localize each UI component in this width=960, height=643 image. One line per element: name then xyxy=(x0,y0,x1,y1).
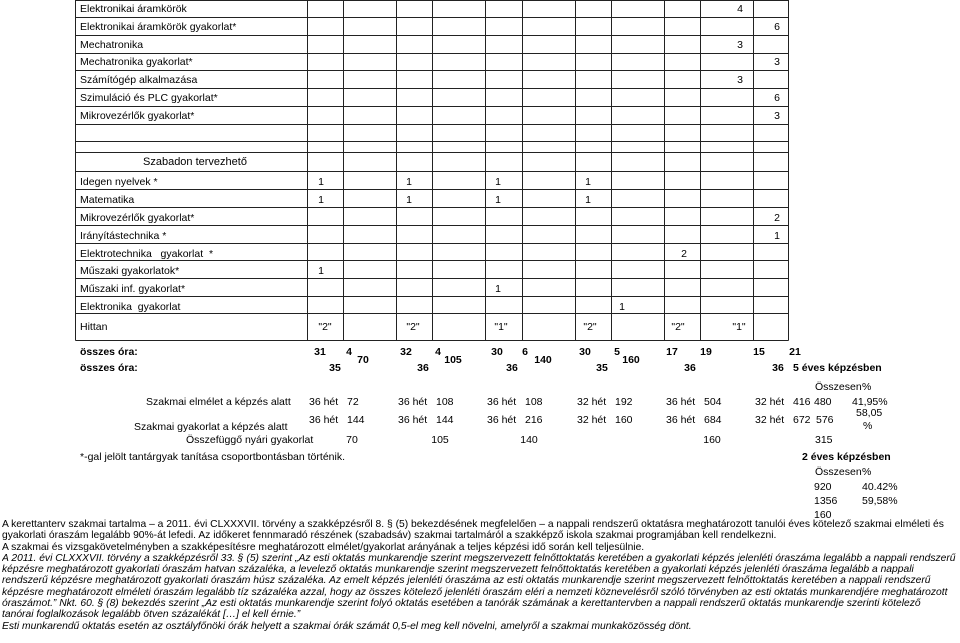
free-subject-cell: 1 xyxy=(495,176,501,188)
two-year-pct-header: % xyxy=(862,466,872,478)
note-line: Esti munkarendű oktatás esetén az osztályfőnöki órák helyett a szakmai órák számát 0,5-el meg kell növelni, amelyről a szakmai munkaközösség dönt. xyxy=(2,620,692,632)
practice-weeks: 32 hét xyxy=(577,414,607,426)
subject-label: Mechatronika xyxy=(80,39,144,51)
note-line: képzésre meghatározott elméleti óraszám legalább tíz százaléka azzal, hogy az összes kötelező jelenléti óraszám eléri a nemzeti köznevelésről szóló törvényben az esti oktatás munkarendjére meghatározott xyxy=(2,586,948,598)
theory-weeks: 32 hét xyxy=(577,396,607,408)
practice-pct-1: 58,05 xyxy=(856,407,883,419)
subject-cell: 3 xyxy=(774,110,780,122)
subject-label: Számítógép alkalmazása xyxy=(80,74,198,86)
theory-hours: 416 xyxy=(793,396,811,408)
free-subject-label: Idegen nyelvek * xyxy=(80,176,158,188)
free-subject-cell: 1 xyxy=(774,230,780,242)
two-year-pct: 40.42% xyxy=(862,481,898,493)
subject-cell: 3 xyxy=(774,56,780,68)
total-hours-week: 35 xyxy=(596,362,608,374)
hittan-value: "2" xyxy=(318,321,332,333)
note-line: képzésre meghatározott gyakorlati óraszám hatvan százaléka, a levelező oktatás munkarendje szerint megszervezett felnőttoktatás keretében a gyakorlati képzés jelenléti óraszáma legalább a nappali xyxy=(2,564,914,576)
total-hours-b: 6 xyxy=(522,346,528,358)
total-hours-week: 36 xyxy=(506,362,518,374)
note-line: gyakorlati óraszám legalább 90%-át lefedi. Az időkeret fennmaradó részének (szabadsáv) szakmai tartalmáról a szakképző iskola szakmai programjában kell rendelkezni. xyxy=(2,530,777,542)
note-line: A szakmai és vizsgakövetelményben a szakképesítésre meghatározott elmélet/gyakorlat arányának a teljes képzési idő során kell teljesülnie. xyxy=(2,541,645,553)
legal-notes xyxy=(2,519,958,632)
free-subject-label: Elektrotechnika gyakorlat * xyxy=(80,248,214,260)
subject-cell: 4 xyxy=(737,3,743,15)
free-subject-label: Műszaki inf. gyakorlat* xyxy=(80,283,186,295)
practice-label: Szakmai gyakorlat a képzés alatt xyxy=(134,421,288,433)
total-hours-sum: 70 xyxy=(357,354,369,366)
practice-weeks: 32 hét xyxy=(755,414,785,426)
note-line: tanórai foglalkozások legalább ötven százalékát […] el kell érnie.” xyxy=(2,609,301,621)
free-subject-label: Irányítástechnika * xyxy=(80,230,167,242)
subject-label: Elektronikai áramkörök xyxy=(80,3,187,15)
two-year-total-header: Összesen xyxy=(815,466,862,478)
two-year-total: 1356 xyxy=(814,495,838,507)
summer-label: Összefüggő nyári gyakorlat xyxy=(186,434,314,446)
free-subject-cell: 1 xyxy=(495,194,501,206)
two-year-total: 920 xyxy=(814,481,832,493)
theory-weeks: 32 hét xyxy=(755,396,785,408)
free-section-title: Szabadon tervezhető xyxy=(143,156,247,168)
free-subject-cell: 1 xyxy=(318,176,324,188)
theory-label: Szakmai elmélet a képzés alatt xyxy=(146,396,291,408)
practice-hours: 144 xyxy=(347,414,365,426)
subject-label: Mechatronika gyakorlat* xyxy=(80,56,193,68)
total-hours-b: 21 xyxy=(789,346,801,358)
free-subject-cell: 1 xyxy=(318,265,324,277)
subject-label: Szimuláció és PLC gyakorlat* xyxy=(80,92,218,104)
free-subject-cell: 1 xyxy=(585,194,591,206)
practice-hours: 160 xyxy=(615,414,633,426)
theory-weeks: 36 hét xyxy=(398,396,428,408)
total-hours-a: 30 xyxy=(491,346,503,358)
theory-pct: 41,95% xyxy=(852,396,888,408)
total-hours-sum: 140 xyxy=(534,354,552,366)
note-line: óraszámot.” Nkt. 60. § (8) bekezdés szerint „Az esti oktatás munkarendje szerint folyó oktatás esetében a tanórák számának a kerettantervben a nappali rendszerű oktatás munkarendje szerinti kötelező xyxy=(2,598,921,610)
total-hours-label-2: összes óra: xyxy=(80,362,138,374)
summer-hours: 140 xyxy=(520,434,538,446)
practice-weeks: 36 hét xyxy=(487,414,517,426)
subject-cell: 6 xyxy=(774,21,780,33)
free-subject-label: Elektronika gyakorlat xyxy=(80,301,181,313)
practice-hours: 672 xyxy=(793,414,811,426)
subject-cell: 3 xyxy=(737,39,743,51)
total-hours-a: 31 xyxy=(314,346,326,358)
theory-hours: 108 xyxy=(525,396,543,408)
five-year-label: 5 éves képzésben xyxy=(793,362,882,374)
total-hours-week: 36 xyxy=(772,362,784,374)
hittan-value: "2" xyxy=(583,321,597,333)
total-hours-b: 5 xyxy=(614,346,620,358)
summary-total-header: Összesen xyxy=(815,381,862,393)
free-subject-cell: 1 xyxy=(406,176,412,188)
subject-cell: 3 xyxy=(737,74,743,86)
summer-hours: 160 xyxy=(703,434,721,446)
note-line: rendszerű képzésre meghatározott gyakorlati óraszám húsz százaléka. Az emelt képzés jelenléti óraszáma az esti oktatás munkarendje szerint megszervezett felnőttoktatás keretében a nappali rendszerű xyxy=(2,575,931,587)
subject-label: Elektronikai áramkörök gyakorlat* xyxy=(80,21,237,33)
note-line: A kerettanterv szakmai tartalma – a 2011. évi CLXXXVII. törvény a szakképzésről 8. § (5) bekezdésének megfelelően – a nappali rendszerű oktatásra meghatározott tanulói éves kötelező szakmai elméleti és xyxy=(2,519,944,530)
total-hours-a: 30 xyxy=(579,346,591,358)
practice-total: 576 xyxy=(816,414,834,426)
total-hours-label-1: összes óra: xyxy=(80,346,138,358)
total-hours-a: 15 xyxy=(753,346,765,358)
total-hours-a: 32 xyxy=(400,346,412,358)
total-hours-sum: 160 xyxy=(622,354,640,366)
free-subject-cell: 1 xyxy=(406,194,412,206)
free-subject-label: Mikrovezérlők gyakorlat* xyxy=(80,212,195,224)
total-hours-b: 4 xyxy=(435,346,441,358)
practice-pct-2: % xyxy=(863,420,873,432)
hittan-value: "1" xyxy=(732,321,746,333)
two-year-pct: 59,58% xyxy=(862,495,898,507)
summer-hours: 70 xyxy=(346,434,358,446)
hittan-value: "1" xyxy=(494,321,508,333)
total-hours-week: 35 xyxy=(329,362,341,374)
total-hours-b: 19 xyxy=(700,346,712,358)
hittan-value: "2" xyxy=(406,321,420,333)
free-subject-label: Műszaki gyakorlatok* xyxy=(80,265,180,277)
two-year-title: 2 éves képzésben xyxy=(802,451,891,463)
practice-hours: 216 xyxy=(525,414,543,426)
free-subject-label: Matematika xyxy=(80,194,135,206)
practice-hours: 684 xyxy=(704,414,722,426)
free-subject-cell: 1 xyxy=(619,301,625,313)
total-hours-a: 17 xyxy=(666,346,678,358)
summary-pct-header: % xyxy=(862,381,872,393)
theory-total: 480 xyxy=(814,396,832,408)
theory-hours: 192 xyxy=(615,396,633,408)
total-hours-sum: 105 xyxy=(444,354,462,366)
total-hours-week: 36 xyxy=(417,362,429,374)
total-hours-week: 36 xyxy=(684,362,696,374)
hittan-label: Hittan xyxy=(80,321,108,333)
theory-hours: 72 xyxy=(347,396,359,408)
summer-hours: 105 xyxy=(431,434,449,446)
subject-cell: 6 xyxy=(774,92,780,104)
theory-weeks: 36 hét xyxy=(487,396,517,408)
summer-total: 315 xyxy=(815,434,833,446)
total-hours-b: 4 xyxy=(346,346,352,358)
free-subject-cell: 1 xyxy=(495,283,501,295)
practice-weeks: 36 hét xyxy=(398,414,428,426)
free-subject-cell: 1 xyxy=(585,176,591,188)
practice-hours: 144 xyxy=(436,414,454,426)
free-subject-cell: 2 xyxy=(774,212,780,224)
free-subject-cell: 2 xyxy=(681,248,687,260)
free-subject-cell: 1 xyxy=(318,194,324,206)
footnote: *-gal jelölt tantárgyak tanítása csoportbontásban történik. xyxy=(80,451,345,463)
hittan-value: "2" xyxy=(671,321,685,333)
two-year-total: 160 xyxy=(814,509,832,521)
theory-hours: 108 xyxy=(436,396,454,408)
theory-hours: 504 xyxy=(704,396,722,408)
theory-weeks: 36 hét xyxy=(666,396,696,408)
note-line: A 2011. évi CLXXXVII. törvény a szakképzésről 33. § (5) szerint „Az esti oktatás munkarendje szerint megszervezett felnőttoktatás keretében a gyakorlati képzés jelenléti óraszáma legalább a nappali rendszerű xyxy=(2,552,956,564)
practice-weeks: 36 hét xyxy=(666,414,696,426)
theory-weeks: 36 hét xyxy=(309,396,339,408)
subject-label: Mikrovezérlők gyakorlat* xyxy=(80,110,195,122)
practice-weeks: 36 hét xyxy=(309,414,339,426)
